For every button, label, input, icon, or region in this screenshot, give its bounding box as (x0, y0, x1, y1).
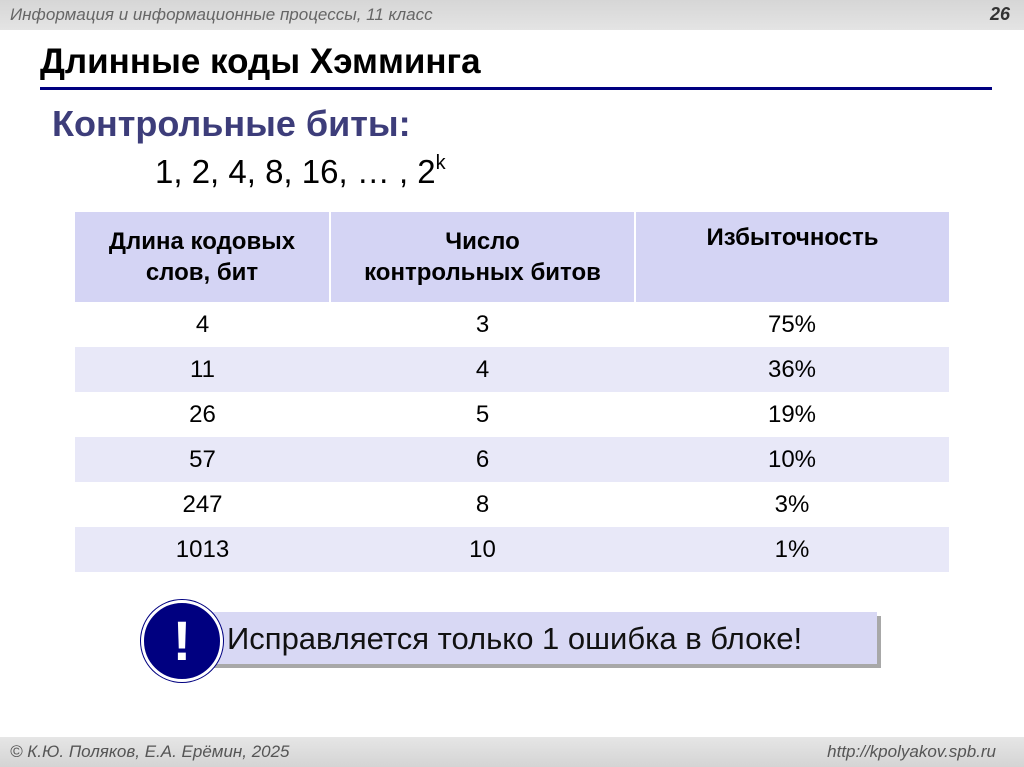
cell-redundancy: 75% (767, 310, 817, 338)
course-title: Информация и информационные процессы, 11 класс (10, 5, 433, 24)
header-codeword-length (75, 212, 330, 302)
header-line: Длина кодовых (108, 228, 296, 255)
cell-length: 4 (195, 310, 210, 338)
sequence-base: 1, 2, 4, 8, 16, … , 2 (155, 153, 436, 190)
header-line: контрольных битов (364, 259, 601, 286)
cell-length: 11 (75, 347, 330, 392)
hamming-table (75, 212, 949, 572)
cell-length: 26 (189, 400, 216, 428)
table-row (75, 482, 949, 527)
cell-redundancy: 3% (774, 490, 810, 518)
table-row (75, 392, 949, 437)
sequence-exponent: k (435, 152, 446, 174)
cell-control-bits: 3 (475, 310, 490, 338)
slide-number: 26 (989, 4, 1010, 24)
footer-bar (0, 737, 1024, 767)
table-row (75, 527, 949, 572)
subtitle: Контрольные биты: (52, 103, 411, 144)
cell-redundancy: 36% (635, 347, 949, 392)
top-bar (0, 0, 1024, 30)
footer-authors: © К.Ю. Поляков, Е.А. Ерёмин, 2025 (10, 742, 290, 761)
cell-control-bits: 6 (330, 437, 635, 482)
cell-redundancy: 19% (767, 400, 817, 428)
header-control-bits (330, 212, 635, 302)
cell-control-bits: 4 (330, 347, 635, 392)
header-line: слов, бит (145, 259, 259, 286)
cell-control-bits: 5 (475, 400, 490, 428)
title-divider (40, 87, 992, 90)
exclamation-icon: ! (141, 600, 223, 682)
cell-control-bits: 10 (330, 527, 635, 572)
cell-control-bits: 8 (475, 490, 490, 518)
footer-site-link[interactable]: http://kpolyakov.spb.ru (827, 742, 996, 761)
page-title: Длинные коды Хэмминга (40, 42, 481, 81)
note-callout (193, 612, 877, 664)
table-row (75, 347, 949, 392)
cell-redundancy: 10% (635, 437, 949, 482)
header-line: Избыточность (706, 224, 879, 251)
table-row (75, 437, 949, 482)
table-row (75, 302, 949, 347)
cell-redundancy: 1% (635, 527, 949, 572)
header-line: Число (445, 228, 520, 255)
header-redundancy (635, 212, 949, 302)
cell-length: 57 (75, 437, 330, 482)
table-header-row (75, 212, 949, 302)
note-text: Исправляется только 1 ошибка в блоке! (227, 621, 803, 656)
control-bits-sequence (155, 152, 446, 191)
cell-length: 1013 (75, 527, 330, 572)
cell-length: 247 (182, 490, 223, 518)
